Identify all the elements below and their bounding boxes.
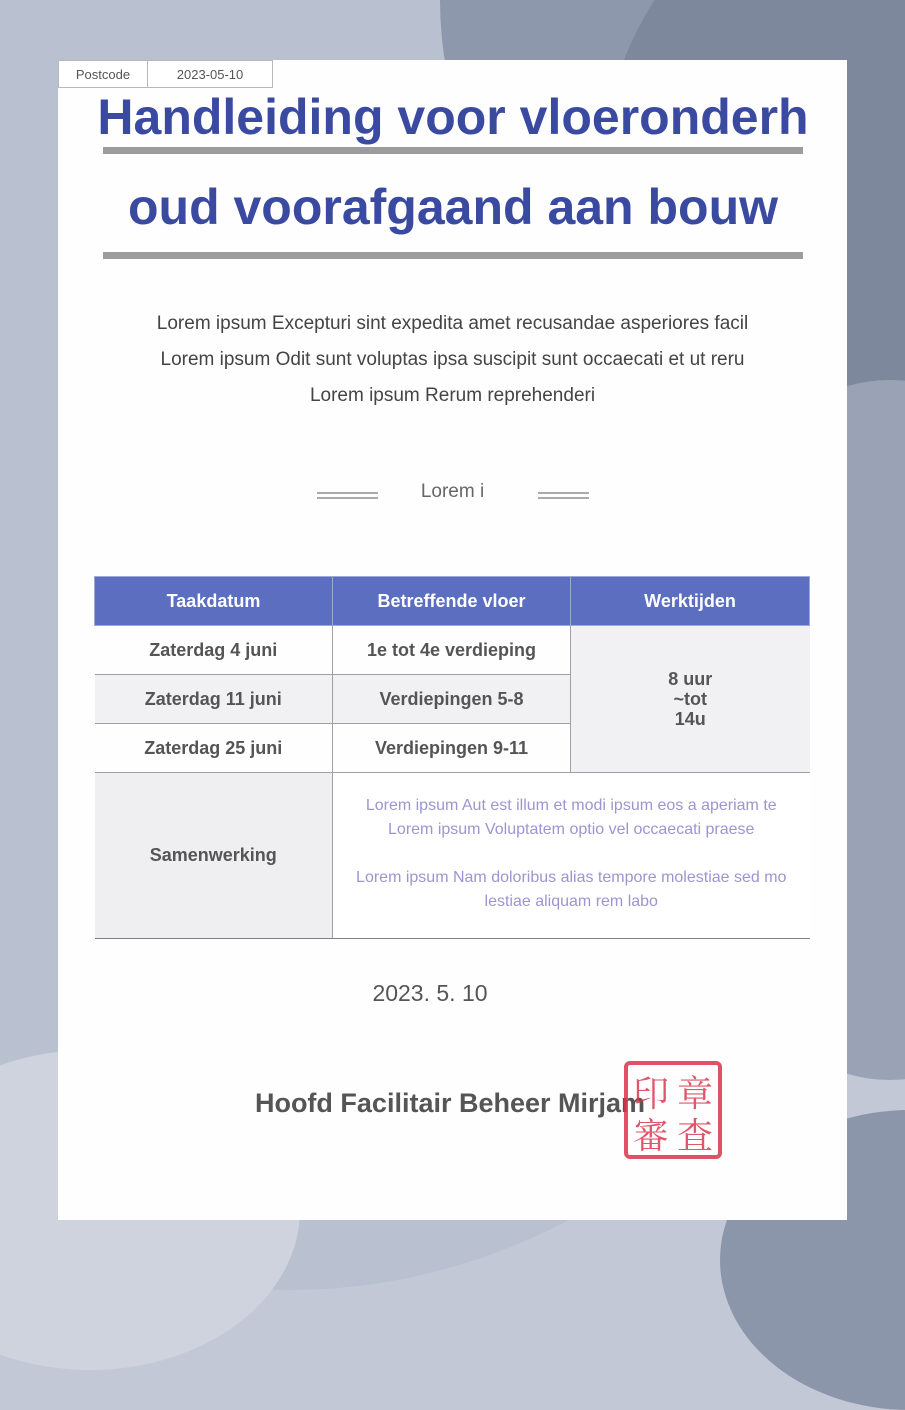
note-line: lestiae aliquam rem labo	[484, 892, 658, 910]
table-row	[95, 626, 810, 675]
intro-line: Lorem ipsum Excepturi sint expedita amet recusandae asperiores facil	[156, 313, 749, 334]
column-header-hours: Werktijden	[571, 577, 810, 626]
note-line: Lorem ipsum Aut est illum et modi ipsum eos a aperiam te	[365, 796, 777, 814]
page-title: Handleiding voor vloeronderhoud voorafgaand aan bouw	[97, 89, 809, 235]
intro-line: Lorem ipsum Odit sunt voluptas ipsa suscipit sunt occaecati et ut reru	[160, 349, 745, 370]
svg-text:審: 審	[632, 1116, 670, 1157]
divider-label: Lorem i	[420, 481, 485, 502]
floor-cell: 1e tot 4e verdieping	[333, 626, 571, 675]
svg-text:章: 章	[676, 1074, 714, 1115]
cooperation-label: Samenwerking	[95, 773, 333, 939]
task-date-cell: Zaterdag 4 juni	[95, 626, 333, 675]
column-header-task-date: Taakdatum	[95, 577, 333, 626]
divider-line-left	[317, 492, 378, 499]
cooperation-row	[95, 773, 810, 939]
hours-line: ~tot	[673, 689, 707, 709]
section-divider	[0, 476, 905, 516]
intro-text	[110, 306, 795, 414]
note-line: Lorem ipsum Voluptatem optio vel occaecati praese	[388, 820, 755, 838]
svg-text:印: 印	[632, 1074, 670, 1115]
note-line: Lorem ipsum Nam doloribus alias tempore molestiae sed mo	[356, 868, 787, 886]
date-tag: 2023-05-10	[148, 60, 273, 88]
floor-cell: Verdiepingen 9-11	[333, 724, 571, 773]
title-rule-bottom	[103, 252, 803, 259]
postcode-tag: Postcode	[58, 60, 148, 88]
cooperation-note	[333, 773, 810, 939]
schedule-table	[94, 576, 810, 939]
divider-line-right	[538, 492, 589, 499]
signer-name: Hoofd Facilitair Beheer Mirjam	[254, 1088, 646, 1118]
header-tags	[58, 60, 273, 88]
column-header-floor: Betreffende vloer	[333, 577, 571, 626]
intro-line: Lorem ipsum Rerum reprehenderi	[309, 385, 596, 406]
floor-cell: Verdiepingen 5-8	[333, 675, 571, 724]
task-date-cell: Zaterdag 11 juni	[95, 675, 333, 724]
title-rule-top	[103, 147, 803, 154]
working-hours-cell	[571, 626, 810, 773]
hours-line: 8 uur	[668, 669, 713, 689]
seal-stamp-icon	[623, 1060, 723, 1160]
svg-text:査: 査	[676, 1116, 714, 1157]
table-header-row	[95, 577, 810, 626]
note-spacer	[333, 842, 810, 866]
task-date-cell: Zaterdag 25 juni	[95, 724, 333, 773]
document-date: 2023. 5. 10	[372, 980, 488, 1006]
hours-line: 14u	[674, 709, 706, 729]
